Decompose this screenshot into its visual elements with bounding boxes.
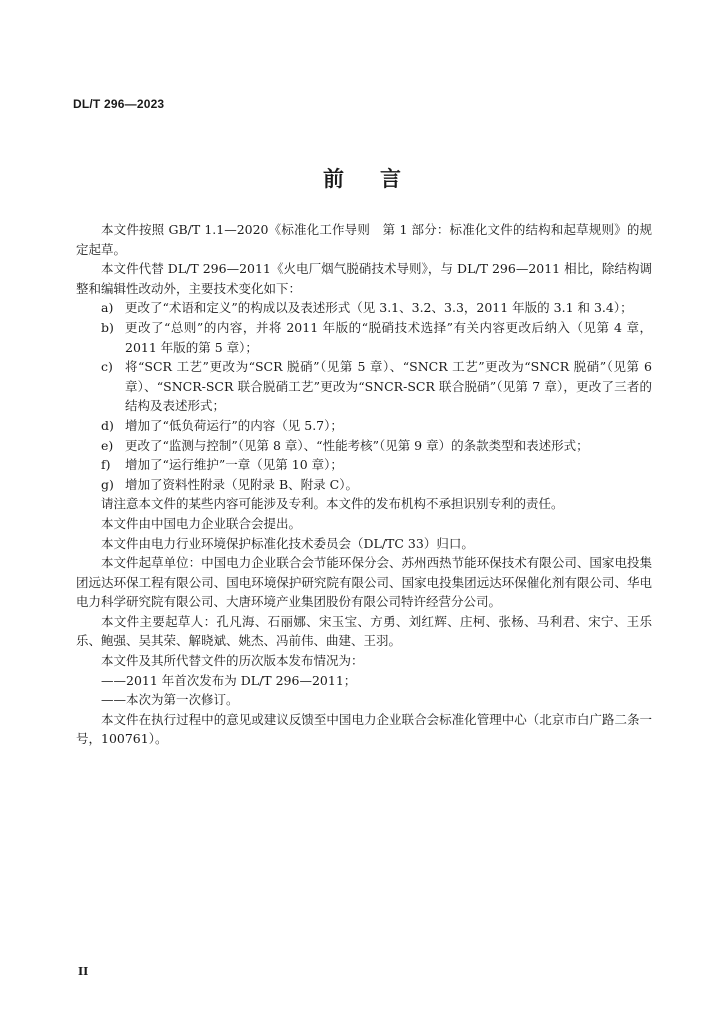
page-number: II [78, 965, 89, 978]
paragraph-drafting-units: 本文件起草单位：中国电力企业联合会节能环保分会、苏州西热节能环保技术有限公司、国家电投集团远达环保工程有限公司、国电环境保护研究院有限公司、国家电投集团远达环保催化剂有限公司、华电电力科学研究院有限公司、大唐环境产业集团股份有限公司特许经营分公司。 [76, 555, 652, 610]
change-item-f [76, 455, 652, 475]
history-entry-2011: ——2011 年首次发布为 DL/T 296—2011； [101, 672, 357, 688]
paragraph-feedback: 本文件在执行过程中的意见或建议反馈至中国电力企业联合会标准化管理中心（北京市白广路二条一号，100761）。 [76, 711, 652, 747]
list-item-text: 更改了“监测与控制”（见第 8 章）、“性能考核”（见第 9 章）的条款类型和表述形式； [125, 437, 589, 453]
list-item-text: 增加了“低负荷运行”的内容（见 5.7）； [125, 417, 343, 433]
list-marker: a) [101, 300, 114, 316]
history-entry-current: ——本次为第一次修订。 [101, 692, 239, 708]
foreword-body [76, 220, 652, 749]
list-marker: f) [101, 457, 111, 473]
list-marker: b) [101, 319, 114, 335]
list-item-text: 增加了资料性附录（见附录 B、附录 C）。 [125, 476, 358, 492]
change-item-b [76, 318, 652, 357]
list-item-text: 更改了“总则”的内容，并将 2011 年版的“脱硝技术选择”有关内容更改后纳入（见第 4 章，2011 年版的第 5 章）； [125, 319, 652, 355]
paragraph-replacement: 本文件代替 DL/T 296—2011《火电厂烟气脱硝技术导则》，与 DL/T 296—2011 相比，除结构调整和编辑性改动外，主要技术变化如下： [76, 261, 652, 296]
list-item-text: 增加了“运行维护”一章（见第 10 章）； [125, 457, 343, 473]
list-item-text: 将“SCR 工艺”更改为“SCR 脱硝”（见第 5 章）、“SNCR 工艺”更改为“SNCR 脱硝”（见第 6 章）、“SNCR-SCR 联合脱硝工艺”更改为“SNCR-SCR 联合脱硝”（见第 7 章），更改了三者的结构及表述形式； [125, 359, 652, 414]
change-item-g [76, 475, 652, 495]
paragraph-patent-notice: 请注意本文件的某些内容可能涉及专利。本文件的发布机构不承担识别专利的责任。 [101, 496, 564, 512]
paragraph-proposer: 本文件由中国电力企业联合会提出。 [101, 515, 302, 531]
paragraph-committee: 本文件由电力行业环境保护标准化技术委员会（DL/TC 33）归口。 [101, 535, 474, 551]
list-item-text: 更改了“术语和定义”的构成以及表述形式（见 3.1、3.2、3.3，2011 年版的 3.1 和 3.4）； [125, 300, 633, 316]
list-marker: c) [101, 359, 113, 375]
document-code: DL/T 296—2023 [73, 97, 165, 111]
list-marker: g) [101, 476, 114, 492]
section-title: 前言 [323, 166, 437, 191]
list-marker: d) [101, 417, 114, 433]
change-item-e [76, 436, 652, 456]
change-item-c [76, 357, 652, 416]
change-item-d [76, 416, 652, 436]
paragraph-drafting-rule: 本文件按照 GB/T 1.1—2020《标准化工作导则 第 1 部分：标准化文件的结构和起草规则》的规定起草。 [76, 222, 652, 257]
paragraph-drafters: 本文件主要起草人：孔凡海、石丽娜、宋玉宝、方勇、刘红辉、庄柯、张杨、马利君、宋宁、王乐乐、鲍强、吴其荣、解晓斌、姚杰、冯前伟、曲建、王羽。 [76, 613, 652, 649]
paragraph-history-intro: 本文件及其所代替文件的历次版本发布情况为： [101, 653, 364, 669]
list-marker: e) [101, 437, 114, 453]
change-item-a [76, 298, 652, 318]
